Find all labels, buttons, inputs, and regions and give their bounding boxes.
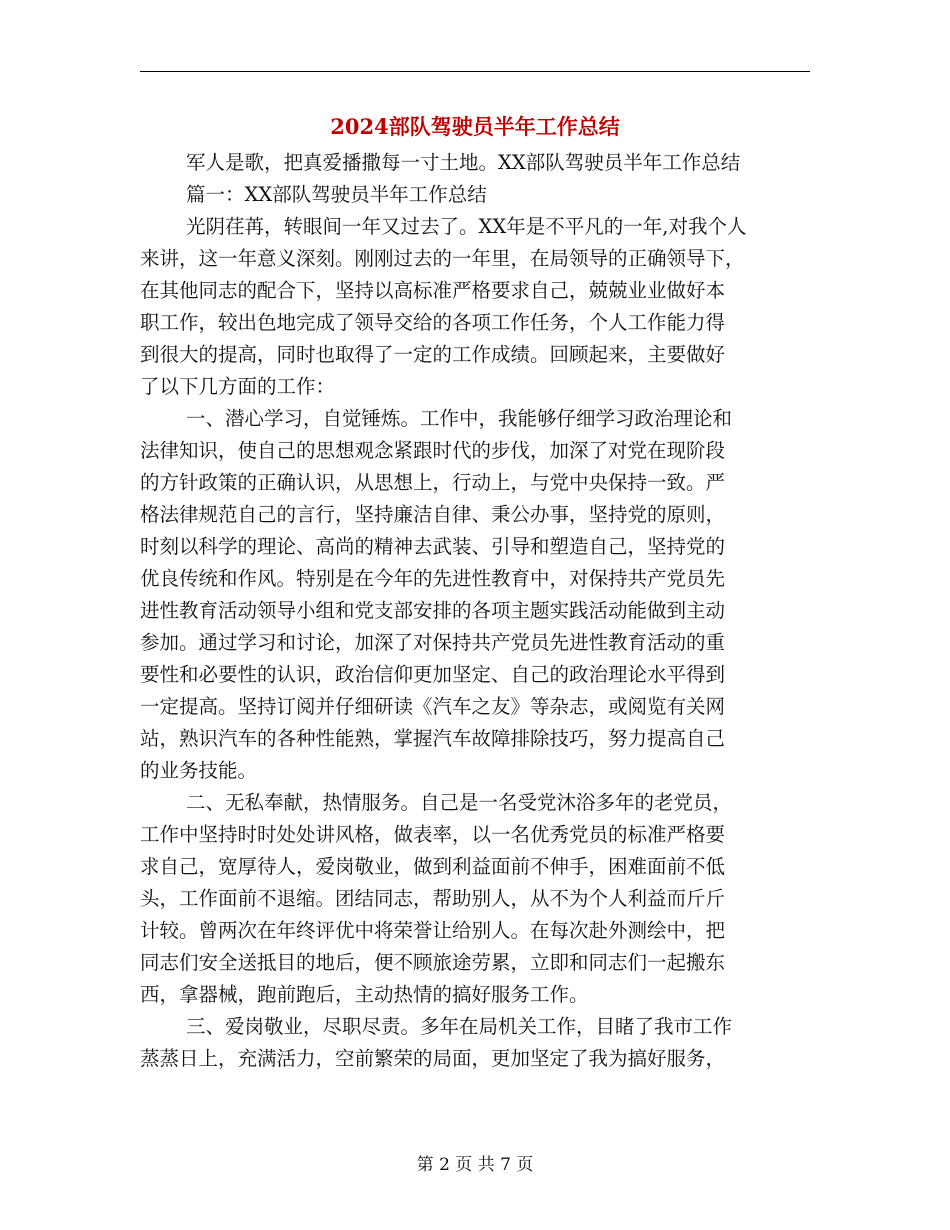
text-line: 职工作，较出色地完成了领导交给的各项工作任务，个人工作能力得	[140, 311, 726, 334]
text-line: 了以下几方面的工作：	[140, 375, 336, 398]
text-line: 头，工作面前不退缩。团结同志，帮助别人，从不为个人利益而斤斤	[140, 887, 726, 910]
text-line: 三、爱岗敬业，尽职尽责。多年在局机关工作，目睹了我市工作	[186, 1015, 733, 1038]
text-line: 二、无私奉献，热情服务。自己是一名受党沐浴多年的老党员，	[186, 791, 733, 814]
text-line: 进性教育活动领导小组和党支部安排的各项主题实践活动能做到主动	[140, 599, 726, 622]
text-line: 的业务技能。	[140, 759, 258, 782]
text-line: 计较。曾两次在年终评优中将荣誉让给别人。在每次赴外测绘中，把	[140, 919, 726, 942]
text-line: 篇一：XX部队驾驶员半年工作总结	[186, 183, 487, 206]
text-line: 法律知识，使自己的思想观念紧跟时代的步伐，加深了对党在现阶段	[140, 439, 726, 462]
document-body	[140, 147, 810, 1075]
text-line: 同志们安全送抵目的地后，便不顾旅途劳累，立即和同志们一起搬东	[140, 951, 726, 974]
text-line: 工作中坚持时时处处讲风格，做表率，以一名优秀党员的标准严格要	[140, 823, 726, 846]
text-line: 参加。通过学习和讨论，加深了对保持共产党员先进性教育活动的重	[140, 631, 726, 654]
header-rule	[140, 71, 810, 72]
text-line: 要性和必要性的认识，政治信仰更加坚定、自己的政治理论水平得到	[140, 663, 726, 686]
text-line: 在其他同志的配合下，坚持以高标准严格要求自己，兢兢业业做好本	[140, 279, 726, 302]
text-line: 蒸蒸日上，充满活力，空前繁荣的局面，更加坚定了我为搞好服务，	[140, 1047, 726, 1070]
text-line: 站，熟识汽车的各种性能熟，掌握汽车故障排除技巧，努力提高自己	[140, 727, 726, 750]
text-line: 优良传统和作风。特别是在今年的先进性教育中，对保持共产党员先	[140, 567, 726, 590]
text-line: 来讲，这一年意义深刻。刚刚过去的一年里，在局领导的正确领导下，	[140, 247, 745, 270]
document-title: 2024部队驾驶员半年工作总结	[330, 114, 620, 139]
page-number: 第 2 页 共 7 页	[416, 1155, 534, 1175]
text-line: 一定提高。坚持订阅并仔细研读《汽车之友》等杂志，或阅览有关网	[140, 695, 726, 718]
text-line: 军人是歌，把真爱播撒每一寸土地。XX部队驾驶员半年工作总结	[186, 151, 741, 174]
text-line: 格法律规范自己的言行，坚持廉洁自律、秉公办事，坚持党的原则，	[140, 503, 726, 526]
text-line: 光阴荏苒，转眼间一年又过去了。XX年是不平凡的一年,对我个人	[186, 215, 747, 238]
text-line: 求自己，宽厚待人，爱岗敬业，做到利益面前不伸手，困难面前不低	[140, 855, 726, 878]
text-line: 一、潜心学习，自觉锤炼。工作中，我能够仔细学习政治理论和	[186, 407, 733, 430]
text-line: 到很大的提高，同时也取得了一定的工作成绩。回顾起来，主要做好	[140, 343, 726, 366]
text-line: 的方针政策的正确认识，从思想上，行动上，与党中央保持一致。严	[140, 471, 726, 494]
text-line: 西，拿器械，跑前跑后，主动热情的搞好服务工作。	[140, 983, 589, 1006]
text-line: 时刻以科学的理论、高尚的精神去武装、引导和塑造自己，坚持党的	[140, 535, 726, 558]
